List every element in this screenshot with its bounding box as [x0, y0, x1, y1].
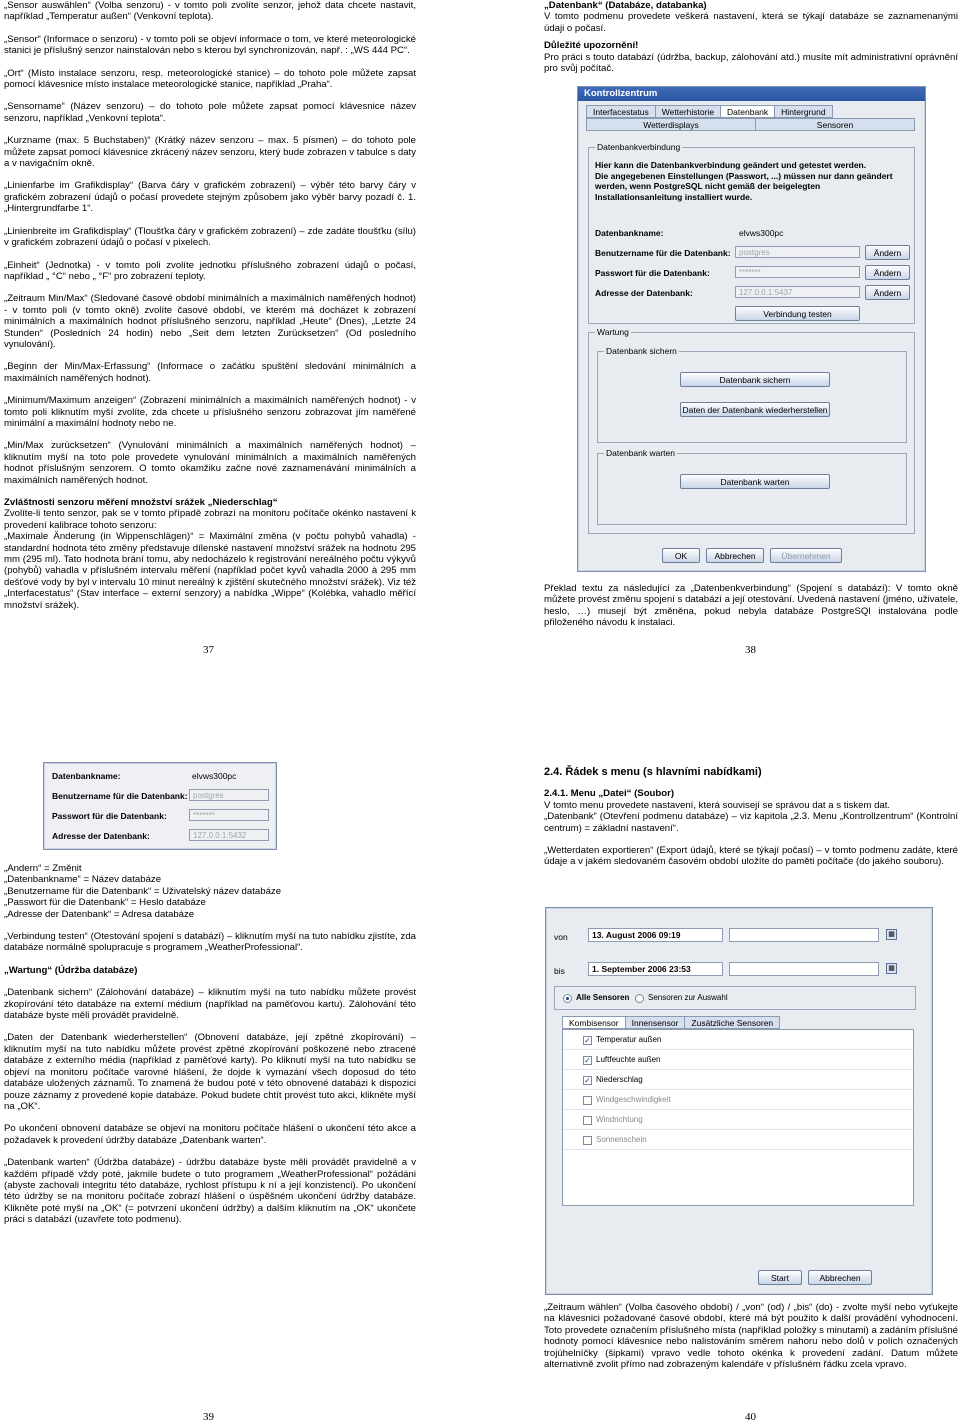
- group-sichern: [597, 346, 907, 443]
- page-number-38: 38: [745, 644, 756, 656]
- sensor-list: [562, 1029, 914, 1206]
- list-item: [563, 1030, 913, 1050]
- para-minmax-reset: „Min/Max zurücksetzen“ (Vynulování minimálních a maximálních naměřených hodnot) – kliknutím myší na toto pole provedete vynulování minimálních a maximálních naměřených hodnot příslušným senzorem. O tomto okamžiku začne nové zaznamenávání minimálních a maximálních naměřených hodnot.: [4, 440, 416, 486]
- bis-datetime-field[interactable]: 1. September 2006 23:53: [588, 962, 723, 976]
- para-beginn: „Beginn der Min/Max-Erfassung“ (Informace o začátku spuštění sledování minimálních a maximálních naměřených hodnot).: [4, 361, 416, 384]
- label-passwort: Passwort für die Datenbank:: [595, 268, 710, 278]
- aendern-button-pass[interactable]: Ändern: [865, 265, 910, 280]
- tab-datenbank[interactable]: Datenbank: [720, 105, 775, 118]
- para-warning: Pro práci s touto databází (údržba, backup, zálohování atd.) musíte mít administrativní oprávnění pro svůj počítač.: [544, 51, 958, 75]
- export-window: [545, 907, 933, 1295]
- para-restore-2: Po ukončení obnovení databáze se objeví na monitoru počítače hlášení o ukončení této akce a požadavek k provedení údržby databáze „Datenbank warten“.: [4, 1123, 416, 1146]
- daten-wiederherstellen-button[interactable]: Daten der Datenbank wiederherstellen: [680, 402, 830, 417]
- label-adresse-39: Adresse der Datenbank:: [52, 831, 150, 841]
- check-sonnenschein[interactable]: Sonnenschein: [583, 1134, 933, 1146]
- checkbox-icon: ✓: [584, 1035, 591, 1045]
- glossary-item: „Adresse der Datenbank“ = Adresa databáze: [4, 908, 195, 920]
- passwort-field[interactable]: *******: [735, 266, 860, 278]
- value-datenbankname: elvws300pc: [739, 228, 784, 238]
- aendern-button-addr[interactable]: Ändern: [865, 285, 910, 300]
- para-intro: „Sensor auswählen“ (Volba senzoru) - v tomto poli zvolíte senzor, jehož data chcete nastavit, například „Temperatur außen“ (Venkovní teplota).: [4, 0, 416, 23]
- tab-row-2: [586, 118, 917, 131]
- passwort-field-39[interactable]: *******: [189, 809, 269, 821]
- value-datenbankname-39: elvws300pc: [192, 771, 237, 781]
- tab-zusaetzliche-sensoren[interactable]: Zusätzliche Sensoren: [684, 1016, 780, 1029]
- label-bis: bis: [554, 966, 565, 976]
- heading-menu: 2.4. Řádek s menu (s hlavními nabídkami): [544, 766, 762, 778]
- label-benutzername-39: Benutzername für die Datenbank:: [52, 791, 188, 801]
- para-sichern: „Datenbank sichern“ (Zálohování databáze) – kliknutím myší na tuto nabídku můžete provést zkopírování této databáze na externí médium (například na paměťovou kartu). Zálohování této databáze byste měli provádět pravidelně.: [4, 987, 416, 1022]
- abbrechen-button-export[interactable]: Abbrechen: [808, 1270, 872, 1285]
- label-benutzername: Benutzername für die Datenbank:: [595, 248, 731, 258]
- glossary-item: „Benutzername für die Datenbank“ = Uživatelský název databáze: [4, 885, 282, 897]
- von-spinner[interactable]: [729, 928, 879, 942]
- tab-kombisensor[interactable]: Kombisensor: [562, 1016, 626, 1029]
- para-restore: „Daten der Datenbank wiederherstellen“ (Obnovení databáze, její zpětné zkopírování) – kliknutím myší na tuto nabídku můžete provést zpětné zkopírování poškozené nebo ztracené databáze z externího média (například z paměťové karty). Po kliknutí myší na tuto nabídku se objeví na monitoru počítače varovné hlášení, že dojde k vymazání všech doposud do této databáze uložených záznamů. To znamená že budou poté v této obnovené databázi k dispozici pouze záznamy z provedené kopie databáze. Pokud budete chtít provést tuto akci, klikněte myší na „OK“.: [4, 1032, 416, 1112]
- adresse-field-39[interactable]: 127.0.0.1:5432: [189, 829, 269, 841]
- list-item: [563, 1130, 913, 1150]
- checkbox-icon: [583, 1116, 592, 1125]
- start-button[interactable]: Start: [758, 1270, 802, 1285]
- glossary-item: „Andern“ = Změnit: [4, 863, 82, 874]
- sensor-choice-group: [554, 986, 916, 1010]
- para-verbindung: „Verbindung testen“ (Otestování spojení s databází) – kliknutím myší na tuto nabídku zjistíte, zda databáze normálně spolupracuje s programem „WeatherProfessional“.: [4, 931, 416, 954]
- label-adresse: Adresse der Datenbank:: [595, 288, 693, 298]
- list-item: [563, 1110, 913, 1130]
- group-title-wartung: Wartung: [597, 327, 629, 337]
- label-passwort-39: Passwort für die Datenbank:: [52, 811, 167, 821]
- caption-38: Překlad textu za následující za „Datenbenkverbindung“ (Spojení s databází): V tomto okně můžete provést změnu spojení s databází a její otestování. Uvedená nastavení (jméno, uživatele, heslo, …) musejí být změněna, pokud nebyla databáze PostgreSQl instalována podle přiloženého návodu k instalaci.: [544, 583, 958, 629]
- von-datetime-field[interactable]: 13. August 2006 09:19: [588, 928, 723, 942]
- para-export: „Wetterdaten exportieren“ (Export údajů, které se týkají počasí) – v tomto podmenu zadáte, které údaje a v jakém sledovaném časovém období uložíte do paměti počítače (do jakého souboru).: [544, 845, 958, 868]
- para-warten: „Datenbank warten“ (Údržba databáze) - údržbu databáze byste měli provádět pravidelně a v každém případě vždy poté, jakmile budete o tuto programem „WeatherProfessional“ požádáni (abyste zachovali integritu této databáze, rychlost přístupu k ní a její konzistenci). Po ukončení této údržby se na monitoru počítače zobrazí hlášení o úspěšném ukončení údržby databáze. Klikněte poté myší na „OK“ (= potvrzení ukončení údržby) a dalším kliknutím na „OK“ ukončete práci s databází (uzavřete toto podmenu).: [4, 1157, 416, 1226]
- checkbox-icon: ✓: [584, 1055, 591, 1065]
- page-40: [544, 767, 958, 879]
- glossary-item: „Datenbankname“ = Název databáze: [4, 874, 162, 886]
- page-37: [4, 0, 416, 622]
- para-minmax-anzeigen: „Minimum/Maximum anzeigen“ (Zobrazení minimálních a maximálních naměřených hodnot) - v tomto poli kliknutím myší zvolíte, zda chcete u příslušného senzoru zobrazovat jím naměřené minimální a maximální hodnoty nebo ne.: [4, 395, 416, 429]
- checkbox-icon: [583, 1096, 592, 1105]
- page-number-39: 39: [203, 1411, 214, 1423]
- glossary-item: „Passwort für die Datenbank“ = Heslo databáze: [4, 897, 206, 909]
- caption-40: „Zeitraum wählen“ (Volba časového období) / „von“ (od) / „bis“ (do) - zvolte myší nebo vyťukejte na klávesnici požadované časové období, které má být použito k další provádění vyhodnocení. Toto provedete označením příslušného místa (například položky s minutami) a zadáním příslušné hodnoty pomocí klávesnice nebo nalistováním směrem nahoru nebo dolů v polích označených trojúhelníčky (šipkami) vpravo vedle tohoto okénka k provedení zadání. Datum můžete alternativně zvolit přímo nad zobrazeným kalendáře v příslušném řádku zcela vpravo.: [544, 1302, 958, 1371]
- group-title-sichern: Datenbank sichern: [606, 346, 677, 356]
- benutzername-field-39[interactable]: postgres: [189, 789, 269, 801]
- uebernehmen-button[interactable]: Übernehmen: [770, 548, 842, 563]
- tab-wetterdisplays[interactable]: Wetterdisplays: [586, 118, 756, 131]
- calendar-icon[interactable]: ▦: [886, 963, 897, 974]
- window-title: Kontrollzentrum: [578, 87, 925, 101]
- group-warten: [597, 448, 907, 525]
- checkbox-icon: [583, 1136, 592, 1145]
- caption-38-wrap: [544, 583, 958, 640]
- radio-select-sensors[interactable]: Sensoren zur Auswahl: [635, 992, 728, 1004]
- check-niederschlag[interactable]: ✓ Niederschlag: [584, 1075, 643, 1085]
- para-datei-2: „Datenbank“ (Otevření podmenu databáze) – viz kapitola „2.3. Menu „Kontrollzentrum“ (Kontrolní centrum) = základní nastavení“.: [544, 811, 958, 834]
- label-datenbankname-39: Datenbankname:: [52, 771, 121, 781]
- heading-datenbank: „Datenbank“ (Databáze, databanka): [544, 0, 707, 11]
- tab-row-1: [586, 105, 917, 118]
- para-sensorname: „Sensorname“ (Název senzoru) – do tohoto pole můžete zapsat pomocí klávesnice název senzoru, například „Venkovní teplota“.: [4, 101, 416, 124]
- label-datenbankname: Datenbankname:: [595, 228, 664, 238]
- tab-innensensor[interactable]: Innensensor: [625, 1016, 686, 1029]
- page-38: [544, 0, 958, 85]
- label-von: von: [554, 932, 568, 942]
- group-title-warten: Datenbank warten: [606, 448, 675, 458]
- heading-warning: Důležité upozornění!: [544, 40, 639, 52]
- group-datenbankverbindung: [588, 142, 915, 324]
- check-windrichtung[interactable]: Windrichtung: [583, 1114, 933, 1126]
- heading-datei: 2.4.1. Menu „Datei“ (Soubor): [544, 788, 675, 800]
- para-sensor: „Sensor“ (Informace o senzoru) - v tomto poli se objeví informace o tom, ve které meteorologické stanici je příslušný senzor nainstalován nebo s kterou byl synchronizován, např. : „WS 444 PC“.: [4, 33, 416, 57]
- checkbox-icon: ✓: [584, 1075, 591, 1085]
- para-niederschlag-2: „Maximale Änderung (in Wippenschlägen)“ = Maximální změna (v počtu pohybů vahadla) - standardní hodnota této změny představuje dílenské nastavení množství srážek na hodnotu 295 mm (295 ml). Tato hodnota brání tomu, aby nedocházelo k registrování nereálného počtu výkyvů (pohybů) vahadla v příslušném intervalu měření (například počet kyvů vahadla 2000 à 295 mm dešťové vody by byl v intervalu 10 minut nereálný k zjištění skutečného množství srážek). Viz též „Interfacestatus“ (Stav interface – externí senzory) a nabídka „Wippe“ (Kolébka, vahadlo měřící množství srážek).: [4, 531, 416, 611]
- calendar-icon[interactable]: ▦: [886, 929, 897, 940]
- para-datenbank: V tomto podmenu provedete veškerá nastavení, která se týkají databáze se zaznamenanými údaji o počasí.: [544, 11, 958, 34]
- adresse-field[interactable]: 127.0.0.1:5437: [735, 286, 860, 298]
- para-kurzname: „Kurzname (max. 5 Buchstaben)“ (Krátký název senzoru – max. 5 písmen) – do tohoto pole můžete zapsat pomocí klávesnice zkrácený název senzoru, který bude zobrazen v tabulce s daty a v navigačním okně.: [4, 135, 416, 170]
- radio-all-sensors[interactable]: Alle Sensoren: [563, 992, 629, 1004]
- caption-40-wrap: [544, 1302, 958, 1381]
- datenbank-sichern-button[interactable]: Datenbank sichern: [680, 372, 830, 387]
- group-wartung: [588, 327, 915, 534]
- list-item: [563, 1070, 913, 1090]
- heading-niederschlag: Zvláštnosti senzoru měření množství srážek „Niederschlag“: [4, 497, 278, 508]
- page-number-40: 40: [745, 1411, 756, 1423]
- page-number-37: 37: [203, 644, 214, 656]
- aendern-button-user[interactable]: Ändern: [865, 245, 910, 260]
- para-linienfarbe: „Linienfarbe im Grafikdisplay“ (Barva čáry v grafickém zobrazení) – výběr této barvy čáry v grafickém zobrazení údajů o počasí provedete stejným způsobem jako výběr barvy pozadí č. 1. „Hintergrundfarbe 1“.: [4, 180, 416, 215]
- benutzername-field[interactable]: postgres: [735, 246, 860, 258]
- tab-hintergrund[interactable]: Hintergrund: [774, 105, 832, 118]
- radio-icon: [563, 994, 572, 1003]
- bis-spinner[interactable]: [729, 962, 879, 976]
- group-title-verbindung: Datenbankverbindung: [597, 142, 681, 152]
- para-niederschlag-1: Zvolíte-li tento senzor, pak se v tomto případě zobrazí na monitoru počítače okénko nastavení k provedení kalibrace tohoto senzoru:: [4, 508, 416, 531]
- heading-wartung: „Wartung“ (Údržba databáze): [4, 964, 138, 976]
- verbindung-testen-button[interactable]: Verbindung testen: [735, 306, 860, 321]
- para-linienbreite: „Linienbreite im Grafikdisplay“ (Tloušťka čáry v grafickém zobrazení) – zde zadáte tloušťku (sílu) v grafickém zobrazení údajů o počasí v pixelech.: [4, 225, 416, 249]
- abbrechen-button[interactable]: Abbrechen: [706, 548, 764, 563]
- export-tabs: [562, 1016, 924, 1029]
- datenbank-warten-button[interactable]: Datenbank warten: [680, 474, 830, 489]
- ok-button[interactable]: OK: [662, 548, 700, 563]
- db-connection-panel: [43, 762, 277, 850]
- page-39: [4, 863, 416, 1237]
- check-luftfeuchte[interactable]: ✓ Luftfeuchte außen: [584, 1055, 661, 1065]
- tab-wetterhistorie[interactable]: Wetterhistorie: [655, 105, 721, 118]
- list-item: [563, 1090, 913, 1110]
- kontrollzentrum-window: [577, 86, 926, 572]
- conn-info-text: Hier kann die Datenbankverbindung geändert und getestet werden. Die angegebenen Einstellungen (Passwort, ...) müssen nur dann geändert werden, wenn PostgreSQL nicht gemäß der beigelegten Installationsanleitung installiert wurde.: [595, 160, 893, 202]
- check-windgeschwindigkeit[interactable]: Windgeschwindigkeit: [583, 1094, 933, 1106]
- para-zeitraum: „Zeitraum Min/Max“ (Sledované časové období minimálních a maximálních naměřených hodnot) - v tomto poli (v tomto okně) zvolíte časové období, ve kterém má docházet k zobrazení minimálních a maximálních hodnot příslušného senzoru, například „Heute“ (Dnes), „Letzte 24 Stunden“ (Posledních 24 hodin) nebo „Seit dem letzten Zurücksetzen“ (Od posledního vynulování).: [4, 293, 416, 350]
- tab-sensoren[interactable]: Sensoren: [755, 118, 915, 131]
- radio-icon: [635, 994, 644, 1003]
- glossary: [4, 863, 416, 920]
- check-temperatur[interactable]: ✓ Temperatur außen: [584, 1035, 662, 1045]
- para-einheit: „Einheit“ (Jednotka) - v tomto poli zvolíte jednotku příslušného zobrazení údajů o počasí, například „ °C“ nebo „ °F“ pro zobrazení teploty.: [4, 259, 416, 282]
- tab-interfacestatus[interactable]: Interfacestatus: [586, 105, 656, 118]
- para-ort: „Ort“ (Místo instalace senzoru, resp. meteorologické stanice) – do tohoto pole můžete zapsat pomocí klávesnice místo instalace meteorologické stanice, například „Praha“.: [4, 67, 416, 91]
- para-datei: V tomto menu provedete nastavení, která souvisejí se správou dat a s tiskem dat.: [544, 799, 891, 811]
- list-item: [563, 1050, 913, 1070]
